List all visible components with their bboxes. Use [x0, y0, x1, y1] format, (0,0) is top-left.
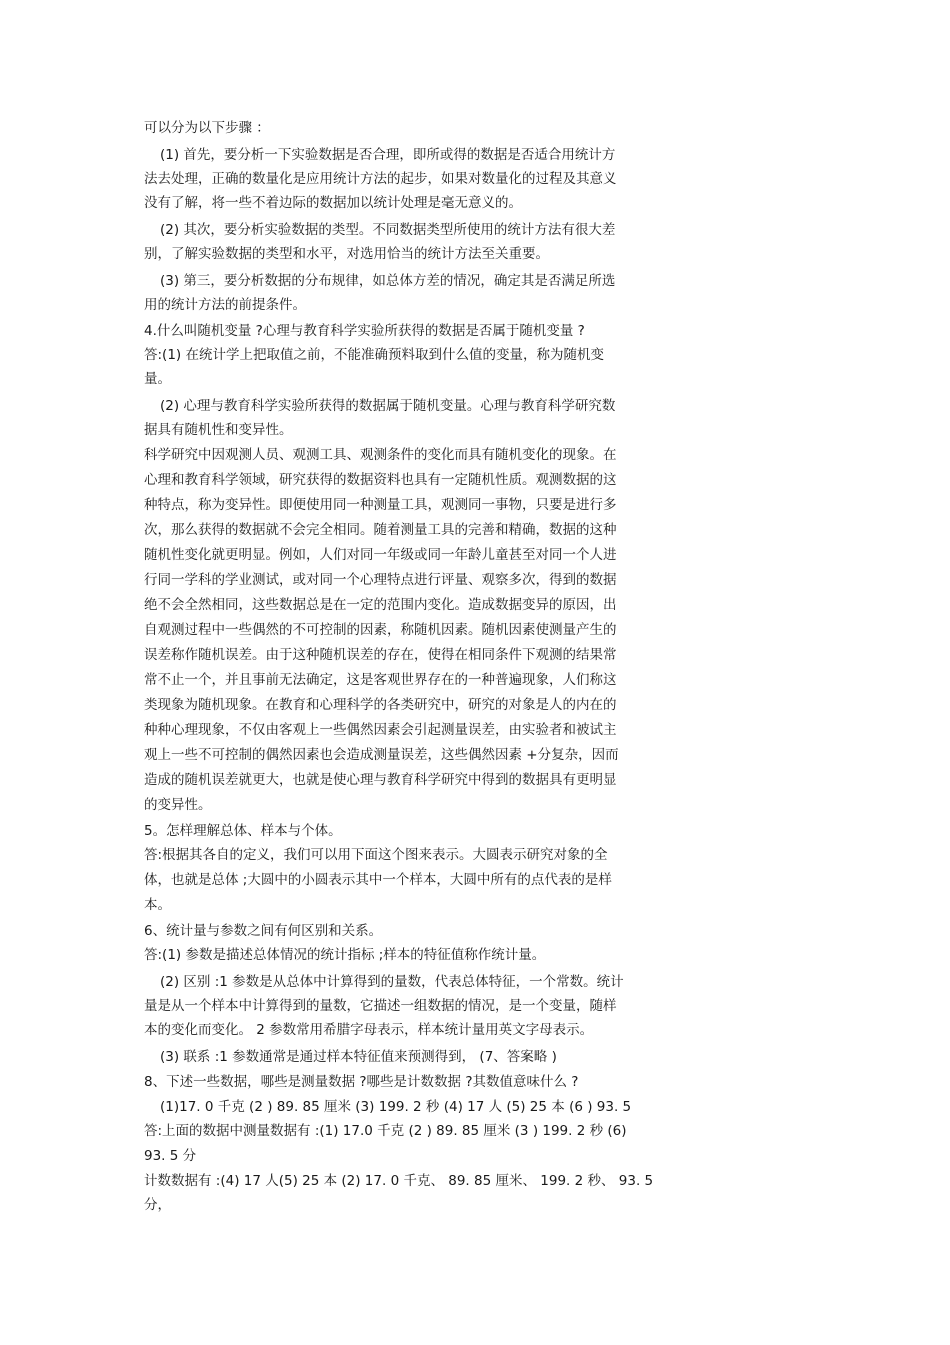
text-line: 本。 — [144, 897, 171, 913]
text-line: 心理和教育科学领域，研究获得的数据资料也具有一定随机性质。观测数据的这 — [144, 472, 617, 488]
text-line: 误差称作随机误差。由于这种随机误差的存在，使得在相同条件下观测的结果常 — [144, 647, 617, 663]
text-line: 可以分为以下步骤 ： — [144, 120, 270, 136]
text-line: (3) 第三，要分析数据的分布规律，如总体方差的情况，确定其是否满足所选 — [160, 273, 616, 289]
text-line: 科学研究中因观测人员、观测工具、观测条件的变化而具有随机变化的现象。在 — [144, 447, 617, 463]
text-line: 答:上面的数据中测量数据有 :(1) 17.0 千克 (2 ) 89. 85 厘米 (3 ) 199. 2 秒 (6) — [144, 1123, 627, 1139]
text-line: 种种心理现象，不仅由客观上一些偶然因素会引起测量误差，由实验者和被试主 — [144, 722, 617, 738]
text-line: 自观测过程中一些偶然的不可控制的因素，称随机因素。随机因素使测量产生的 — [144, 622, 617, 638]
text-line: 别，了解实验数据的类型和水平，对选用恰当的统计方法至关重要。 — [144, 246, 549, 262]
text-line: 法去处理，正确的数量化是应用统计方法的起步，如果对数量化的过程及其意义 — [144, 171, 617, 187]
text-line: 的变异性。 — [144, 797, 212, 813]
text-line: 93. 5 分 — [144, 1148, 197, 1164]
text-line: 观上一些不可控制的偶然因素也会造成测量误差，这些偶然因素 +分复杂，因而 — [144, 747, 619, 763]
text-line: 本的变化而变化。 2 参数常用希腊字母表示，样本统计量用英文字母表示。 — [144, 1022, 594, 1038]
text-line: (2) 其次，要分析实验数据的类型。不同数据类型所使用的统计方法有很大差 — [160, 222, 616, 238]
text-line: 没有了解，将一些不着边际的数据加以统计处理是毫无意义的。 — [144, 195, 522, 211]
text-line: (1) 首先，要分析一下实验数据是否合理，即所或得的数据是否适合用统计方 — [160, 147, 616, 163]
text-line: 用的统计方法的前提条件。 — [144, 297, 306, 313]
text-line: (2) 区别 :1 参数是从总体中计算得到的量数，代表总体特征，一个常数。统计 — [160, 974, 624, 990]
text-line: 类现象为随机现象。在教育和心理科学的各类研究中，研究的对象是人的内在的 — [144, 697, 617, 713]
text-line: 分， — [144, 1197, 171, 1213]
text-line: (3) 联系 :1 参数通常是通过样本特征值来预测得到， (7、答案略 ) — [160, 1049, 557, 1065]
text-line: 种特点，称为变异性。即便使用同一种测量工具，观测同一事物，只要是进行多 — [144, 497, 617, 513]
text-line: 答:(1) 在统计学上把取值之前，不能准确预料取到什么值的变量，称为随机变 — [144, 347, 604, 363]
text-line: 体，也就是总体 ;大圆中的小圆表示其中一个样本，大圆中所有的点代表的是样 — [144, 872, 612, 888]
text-line: 量。 — [144, 371, 171, 387]
question-heading: 4.什么叫随机变量 ?心理与教育科学实验所获得的数据是否属于随机变量 ? — [144, 323, 585, 339]
text-line: 据具有随机性和变异性。 — [144, 422, 293, 438]
question-heading: 6、统计量与参数之间有何区别和关系。 — [144, 923, 383, 939]
text-line: 行同一学科的学业测试，或对同一个心理特点进行评量、观察多次，得到的数据 — [144, 572, 617, 588]
text-line: 次，那么获得的数据就不会完全相同。随着测量工具的完善和精确，数据的这种 — [144, 522, 617, 538]
text-line: 计数数据有 :(4) 17 人(5) 25 本 (2) 17. 0 千克、 89. 85 厘米、 199. 2 秒、 93. 5 — [144, 1173, 654, 1189]
text-line: 答:根据其各自的定义，我们可以用下面这个图来表示。大圆表示研究对象的全 — [144, 847, 608, 863]
text-line: 造成的随机误差就更大，也就是使心理与教育科学研究中得到的数据具有更明显 — [144, 772, 617, 788]
text-line: 常不止一个，并且事前无法确定，这是客观世界存在的一种普遍现象，人们称这 — [144, 672, 617, 688]
text-line: 量是从一个样本中计算得到的量数，它描述一组数据的情况，是一个变量，随样 — [144, 998, 617, 1014]
question-heading: 5。怎样理解总体、样本与个体。 — [144, 823, 342, 839]
text-line: (1)17. 0 千克 (2 ) 89. 85 厘米 (3) 199. 2 秒 (4) 17 人 (5) 25 本 (6 ) 93. 5 — [160, 1099, 632, 1115]
text-line: 随机性变化就更明显。例如，人们对同一年级或同一年龄儿童甚至对同一个人进 — [144, 547, 617, 563]
text-line: 答:(1) 参数是描述总体情况的统计指标 ;样本的特征值称作统计量。 — [144, 947, 546, 963]
question-heading: 8、下述一些数据，哪些是测量数据 ?哪些是计数数据 ?其数值意味什么 ? — [144, 1074, 579, 1090]
text-line: 绝不会全然相同，这些数据总是在一定的范围内变化。造成数据变异的原因，出 — [144, 597, 617, 613]
text-line: (2) 心理与教育科学实验所获得的数据属于随机变量。心理与教育科学研究数 — [160, 398, 616, 414]
